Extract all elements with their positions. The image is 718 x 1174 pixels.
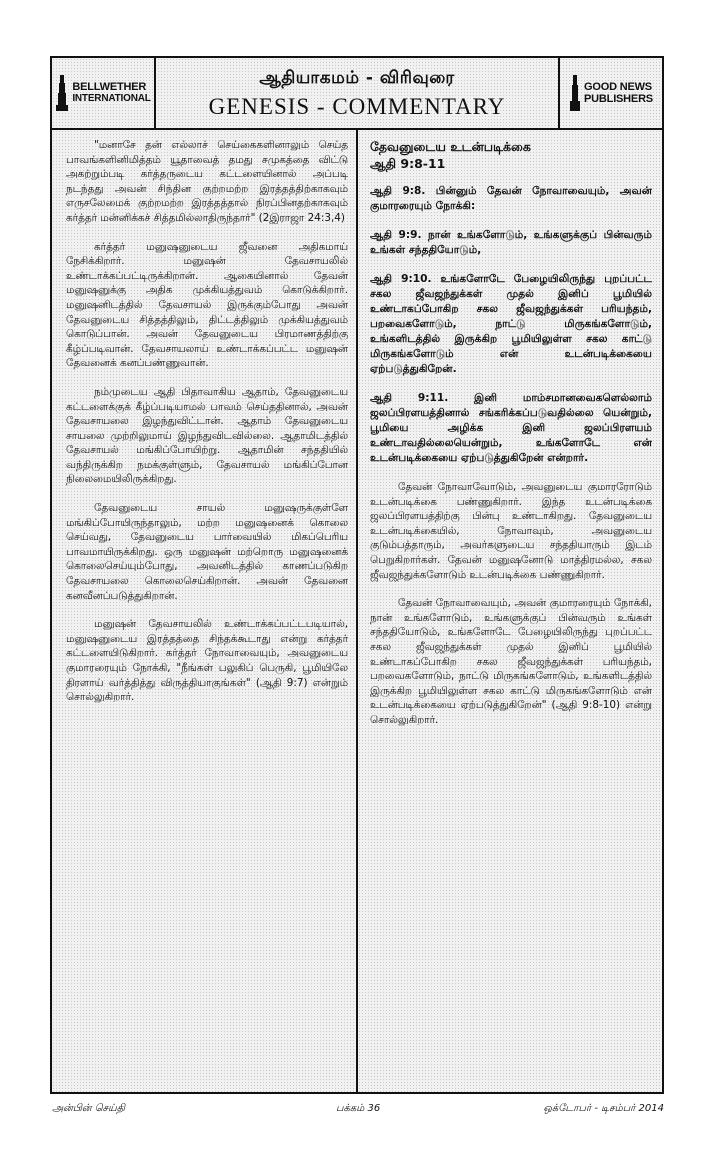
column-divider — [356, 130, 358, 1092]
verse-text: ஆதி 9:9. நான் உங்களோடும், உங்களுக்குப் பின்வரும் உங்கள் சந்ததியோடும், — [370, 229, 652, 256]
right-column — [370, 138, 652, 1088]
paragraph: கர்த்தர் மனுஷனுடைய ஜீவனை அதிகமாய் நேசிக்கிறார். மனுஷன் தேவசாயலில் உண்டாக்கப்பட்டிருக்கிறான். ஆகையினால் தேவன் மனுஷனுக்கு அதிக முக்கியத்துவம் கொடுக்கிறார். மனுஷனிடத்தில் தேவசாயல் இருக்கும்போது அவன் தேவனுடைய சித்தத்திலும், திட்டத்திலும் முக்கியத்துவம் கொடுப்பான். அவன் தேவனுடைய பிரமாணத்திற்கு கீழ்ப்படிவான். தேவசாயலாய் உண்டாக்கப்பட்ட மனுஷன் தேவனைக் கனப்பண்ணுவான். — [66, 240, 348, 370]
section-heading-reference: ஆதி 9:8-11 — [370, 156, 446, 171]
logo-left-line2: INTERNATIONAL — [72, 93, 151, 104]
verse-text: ஆதி 9:10. உங்களோடே பேழையிலிருந்து புறப்பட்ட சகல ஜீவஜந்துக்கள் முதல் இனிப் பூமியில் உண்டாகப்போகிற சகல ஜீவஜந்துக்கள் பரியந்தம், பறவைகளோடும், நாட்டு மிருகங்களோடும், உங்களிடத்தில் இருக்கிற பூமியிலுள்ள சகல காட்டு மிருகங்களோடும் என் உடன்படிக்கையை ஏற்படுத்துகிறேன். — [370, 273, 652, 375]
title-english: GENESIS - COMMENTARY — [208, 94, 506, 119]
paragraph: நம்முடைய ஆதி பிதாவாகிய ஆதாம், தேவனுடைய கட்டளைக்குக் கீழ்ப்படியாமல் பாவம் செய்ததினால், அவன் தேவசாயலை இழந்துவிட்டான். ஆதாம் தேவனுடைய சாயலை முற்றிலுமாய் இழந்துவிடவில்லை. ஆதாமிடத்தில் தேவசாயல் மங்கிப்போயிற்று. ஆதாமின் சந்ததியில் வந்திருக்கிற நமக்குள்ளும், தேவசாயல் மங்கிப்போன நிலைமையிலிருக்கிறது. — [66, 385, 348, 486]
verse-text: ஆதி 9:8. பின்னும் தேவன் நோவாவையும், அவன் குமாரரையும் நோக்கி: — [370, 185, 652, 212]
bell-tower-icon — [55, 73, 69, 113]
footer-publication: அன்பின் செய்தி — [52, 1103, 125, 1114]
page-frame — [50, 56, 664, 1094]
page-header — [52, 58, 662, 130]
footer-page-number: பக்கம் 36 — [336, 1103, 381, 1114]
paragraph: தேவன் நோவாவையும், அவன் குமாரரையும் நோக்கி, நான் உங்களோடும், உங்களுக்குப் பின்வரும் உங்கள் சந்ததியோடும், உங்களோடே பேழையிலிருந்து புறப்பட்ட சகல ஜீவஜந்துக்கள் முதல் இனிப் பூமியில் உண்டாகப்போகிற சகல ஜீவஜந்துக்கள் பரியந்தம், பறவைகளோடும், நாட்டு மிருகங்களோடும், உங்களிடத்தில் இருக்கிற பூமியிலுள்ள சகல காட்டு மிருகங்களோடும் என் உடன்படிக்கையை ஏற்படுத்துகிறேன்" (ஆதி 9:8-10) என்று சொல்லுகிறார். — [370, 597, 652, 726]
page-footer — [52, 1103, 664, 1123]
verse-text: ஆதி 9:11. இனி மாம்சமானவைகளெல்லாம் ஜலப்பிரளயத்தினால் சங்கரிக்கப்படுவதில்லை யென்றும், பூமியை அழிக்க இனி ஜலப்பிரளயம் உண்டாவதில்லையென்றும், உங்களோடே என் உடன்படிக்கையை ஏற்படுத்துகிறேன் என்றார். — [370, 392, 652, 464]
paragraph: மனுஷன் தேவசாயலில் உண்டாக்கப்பட்டபடியால், மனுஷனுடைய இரத்தத்தை சிந்தக்கூடாது என்று கர்த்தர் கட்டளையிடுகிறார். கர்த்தர் நோவாவையும், அவனுடைய குமாரரையும் நோக்கி, "நீங்கள் பலுகிப் பெருகி, பூமியிலே திரளாய் வர்த்தித்து விருத்தியாகுங்கள்" (ஆதி 9:7) என்றும் சொல்லுகிறார். — [66, 618, 348, 704]
good-news-logo — [558, 58, 662, 128]
title-tamil: ஆதியாகமம் - விரிவுரை — [259, 68, 455, 88]
footer-issue-date: ஒக்டோபர் - டிசம்பர் 2014 — [543, 1103, 664, 1114]
paragraph: தேவன் நோவாவோடும், அவனுடைய குமாரரோடும் உடன்படிக்கை பண்ணுகிறார். இந்த உடன்படிக்கை ஜலப்பிரளயத்திற்கு பின்பு உண்டாகிறது. தேவனுடைய உடன்படிக்கையில், நோவாவும், அவனுடைய குடும்பத்தாரும், அவர்களுடைய சந்ததியாரும் இடம் பெறுகிறார்கள். தேவன் மனுஷனோடு மாத்திரமல்ல, சகல ஜீவஜந்துக்களோடும் உடன்படிக்கை பண்ணுகிறார். — [370, 481, 652, 581]
left-column — [66, 138, 348, 1088]
paragraph: "மனாசே தன் எல்லாச் செய்கைகளினாலும் செய்த பாவங்களினிமித்தம் யூதாவைத் தமது சமுகத்தை விட்டு அகற்றும்படி கர்த்தருடைய கட்டளையினால் அப்படி நடந்தது அவன் சிந்தின குற்றமற்ற இரத்தத்திற்காகவும் எருசலேமைக் குற்றமற்ற இரத்தத்தால் நிரப்பினதற்காகவும் கர்த்தர் மன்னிக்கச் சித்தமில்லாதிருந்தார்" (2இராஜா 24:3,4) — [66, 139, 348, 224]
tower-icon — [569, 73, 581, 113]
section-heading — [370, 138, 652, 172]
section-heading-title: தேவனுடைய உடன்படிக்கை — [370, 139, 531, 154]
bellwether-logo — [52, 58, 156, 128]
page-title — [156, 58, 558, 128]
logo-right-line2: PUBLISHERS — [584, 93, 653, 105]
logo-left-line1: BELLWETHER — [72, 81, 147, 93]
logo-right-line1: GOOD NEWS — [584, 81, 652, 93]
paragraph: தேவனுடைய சாயல் மனுஷருக்குள்ளே மங்கிப்போயிருந்தாலும், மற்ற மனுஷனைக் கொலை செய்வது, தேவனுடைய பார்வையில் மிகப்பெரிய பாவமாயிருக்கிறது. ஒரு மனுஷன் மற்றொரு மனுஷனைக் கொலைசெய்யும்போது, அவனிடத்தில் காணப்படுகிற தேவசாயலை கொலைசெய்கிறான். அவன் தேவனை கனவீனப்படுத்துகிறான். — [66, 502, 348, 602]
